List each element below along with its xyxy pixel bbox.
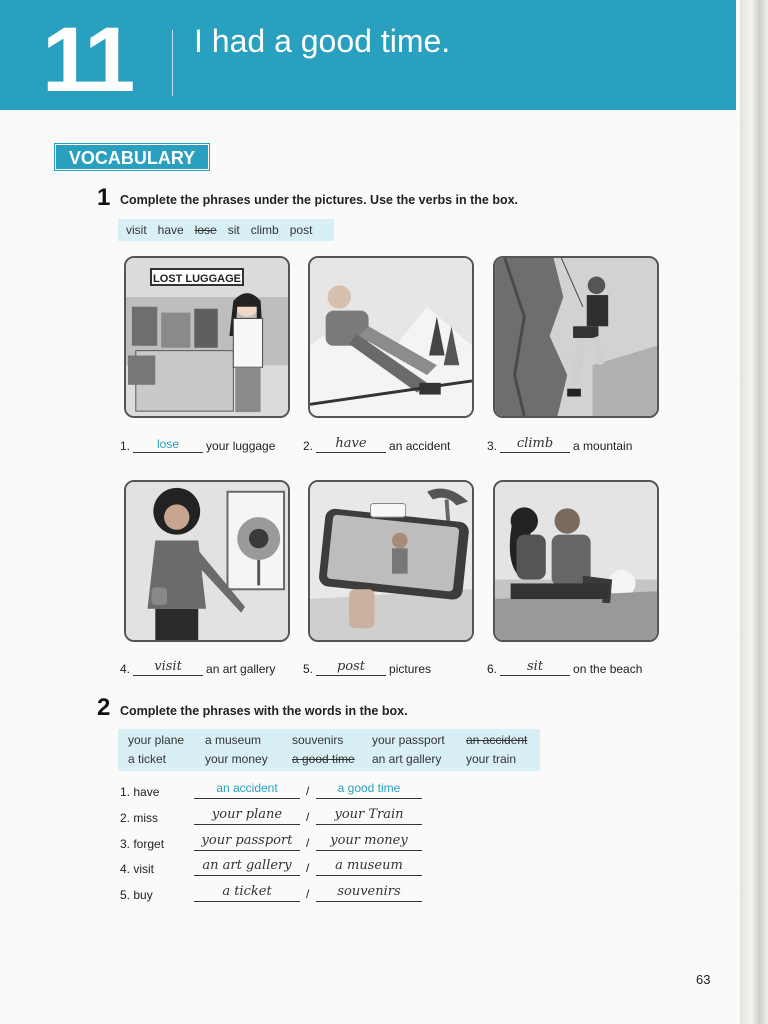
couple-on-beach-illustration [495, 482, 657, 640]
word-a-ticket: a ticket [128, 752, 167, 766]
row-3-label: 3. forget [120, 837, 165, 851]
word-have: have [157, 223, 184, 237]
row-2-label: 2. miss [120, 811, 159, 825]
picture-climbing [493, 256, 659, 418]
word-an-art-gallery: an art gallery [372, 752, 442, 766]
word-your-money: your money [205, 752, 268, 766]
exercise-1-number: 1 [97, 184, 111, 211]
page-edge [740, 0, 768, 1024]
page-number: 63 [696, 972, 711, 987]
header-divider [172, 30, 173, 96]
row-2-slash: / [306, 810, 310, 824]
art-gallery-illustration [126, 482, 288, 640]
word-your-train: your train [466, 752, 517, 766]
phrase-3 [487, 436, 632, 453]
unit-number: 11 [42, 9, 132, 111]
phrase-5-answer[interactable]: post [316, 659, 386, 676]
phrase-5-number: 5. [303, 662, 314, 676]
row-3-answer-a[interactable]: your passport [194, 833, 300, 851]
phrase-3-answer[interactable]: climb [500, 436, 570, 453]
word-sit: sit [227, 223, 240, 237]
row-2-answer-b[interactable]: your Train [316, 807, 422, 825]
phrase-1 [120, 436, 275, 453]
phrase-6-answer[interactable]: sit [500, 659, 570, 676]
phrase-6-number: 6. [487, 662, 498, 676]
picture-post-pictures [308, 480, 474, 642]
row-4-answer-b[interactable]: a museum [316, 858, 422, 876]
exercise-2-row-3 [120, 833, 440, 851]
phrase-3-rest: a mountain [573, 439, 633, 453]
picture-lost-luggage [124, 256, 290, 418]
word-an-accident: an accident [466, 733, 528, 747]
phone-selfie-illustration [310, 482, 472, 640]
phrase-2-number: 2. [303, 439, 314, 453]
exercise-2-number: 2 [97, 694, 111, 721]
exercise-1-word-box [118, 219, 334, 241]
row-4-label: 4. visit [120, 862, 155, 876]
word-post: post [289, 223, 313, 237]
picture-accident [308, 256, 474, 418]
row-5-answer-a[interactable]: a ticket [194, 884, 300, 902]
row-5-answer-b[interactable]: souvenirs [316, 884, 422, 902]
exercise-2-row-4 [120, 858, 440, 876]
word-climb: climb [250, 223, 279, 237]
row-5-label: 5. buy [120, 888, 153, 902]
phrase-6 [487, 659, 642, 676]
row-2-answer-a[interactable]: your plane [194, 807, 300, 825]
phrase-2-answer[interactable]: have [316, 436, 386, 453]
phrase-2 [303, 436, 450, 453]
unit-title: I had a good time. [194, 23, 451, 59]
row-1-answer-a[interactable]: an accident [194, 781, 300, 799]
picture-art-gallery [124, 480, 290, 642]
word-a-museum: a museum [205, 733, 262, 747]
exercise-2-row-2 [120, 807, 440, 825]
skier-accident-illustration [310, 258, 472, 416]
phrase-4-number: 4. [120, 662, 131, 676]
phrase-4-answer[interactable]: visit [133, 659, 203, 676]
exercise-2-row-1 [120, 781, 440, 799]
word-your-plane: your plane [128, 733, 185, 747]
row-1-slash: / [306, 784, 310, 798]
exercise-2-instruction: Complete the phrases with the words in the box. [120, 704, 408, 718]
picture-beach [493, 480, 659, 642]
word-your-passport: your passport [372, 733, 445, 747]
section-label: VOCABULARY [55, 144, 209, 170]
row-1-answer-b[interactable]: a good time [316, 781, 422, 799]
exercise-1-instruction: Complete the phrases under the pictures. Use the verbs in the box. [120, 193, 519, 207]
phrase-1-answer[interactable]: lose [133, 436, 203, 453]
row-4-answer-a[interactable]: an art gallery [194, 858, 300, 876]
row-3-answer-b[interactable]: your money [316, 833, 422, 851]
phrase-5-rest: pictures [389, 662, 432, 676]
phrase-1-rest: your luggage [206, 439, 276, 453]
row-4-slash: / [306, 861, 310, 875]
phrase-2-rest: an accident [389, 439, 451, 453]
word-visit: visit [126, 223, 147, 237]
phrase-6-rest: on the beach [573, 662, 643, 676]
word-souvenirs: souvenirs [292, 733, 344, 747]
row-3-slash: / [306, 836, 310, 850]
row-5-slash: / [306, 887, 310, 901]
phrase-5 [303, 659, 431, 676]
unit-header [0, 0, 736, 110]
row-1-label: 1. have [120, 785, 160, 799]
rock-climber-illustration [495, 258, 657, 416]
phrase-3-number: 3. [487, 439, 498, 453]
exercise-2-word-box [118, 729, 540, 771]
word-lose: lose [194, 223, 217, 237]
phrase-4 [120, 659, 275, 676]
lost-luggage-sign: LOST LUGGAGE [150, 268, 244, 286]
phrase-1-number: 1. [120, 439, 131, 453]
exercise-2-row-5 [120, 884, 440, 902]
phrase-4-rest: an art gallery [206, 662, 276, 676]
word-a-good-time: a good time [292, 752, 355, 766]
